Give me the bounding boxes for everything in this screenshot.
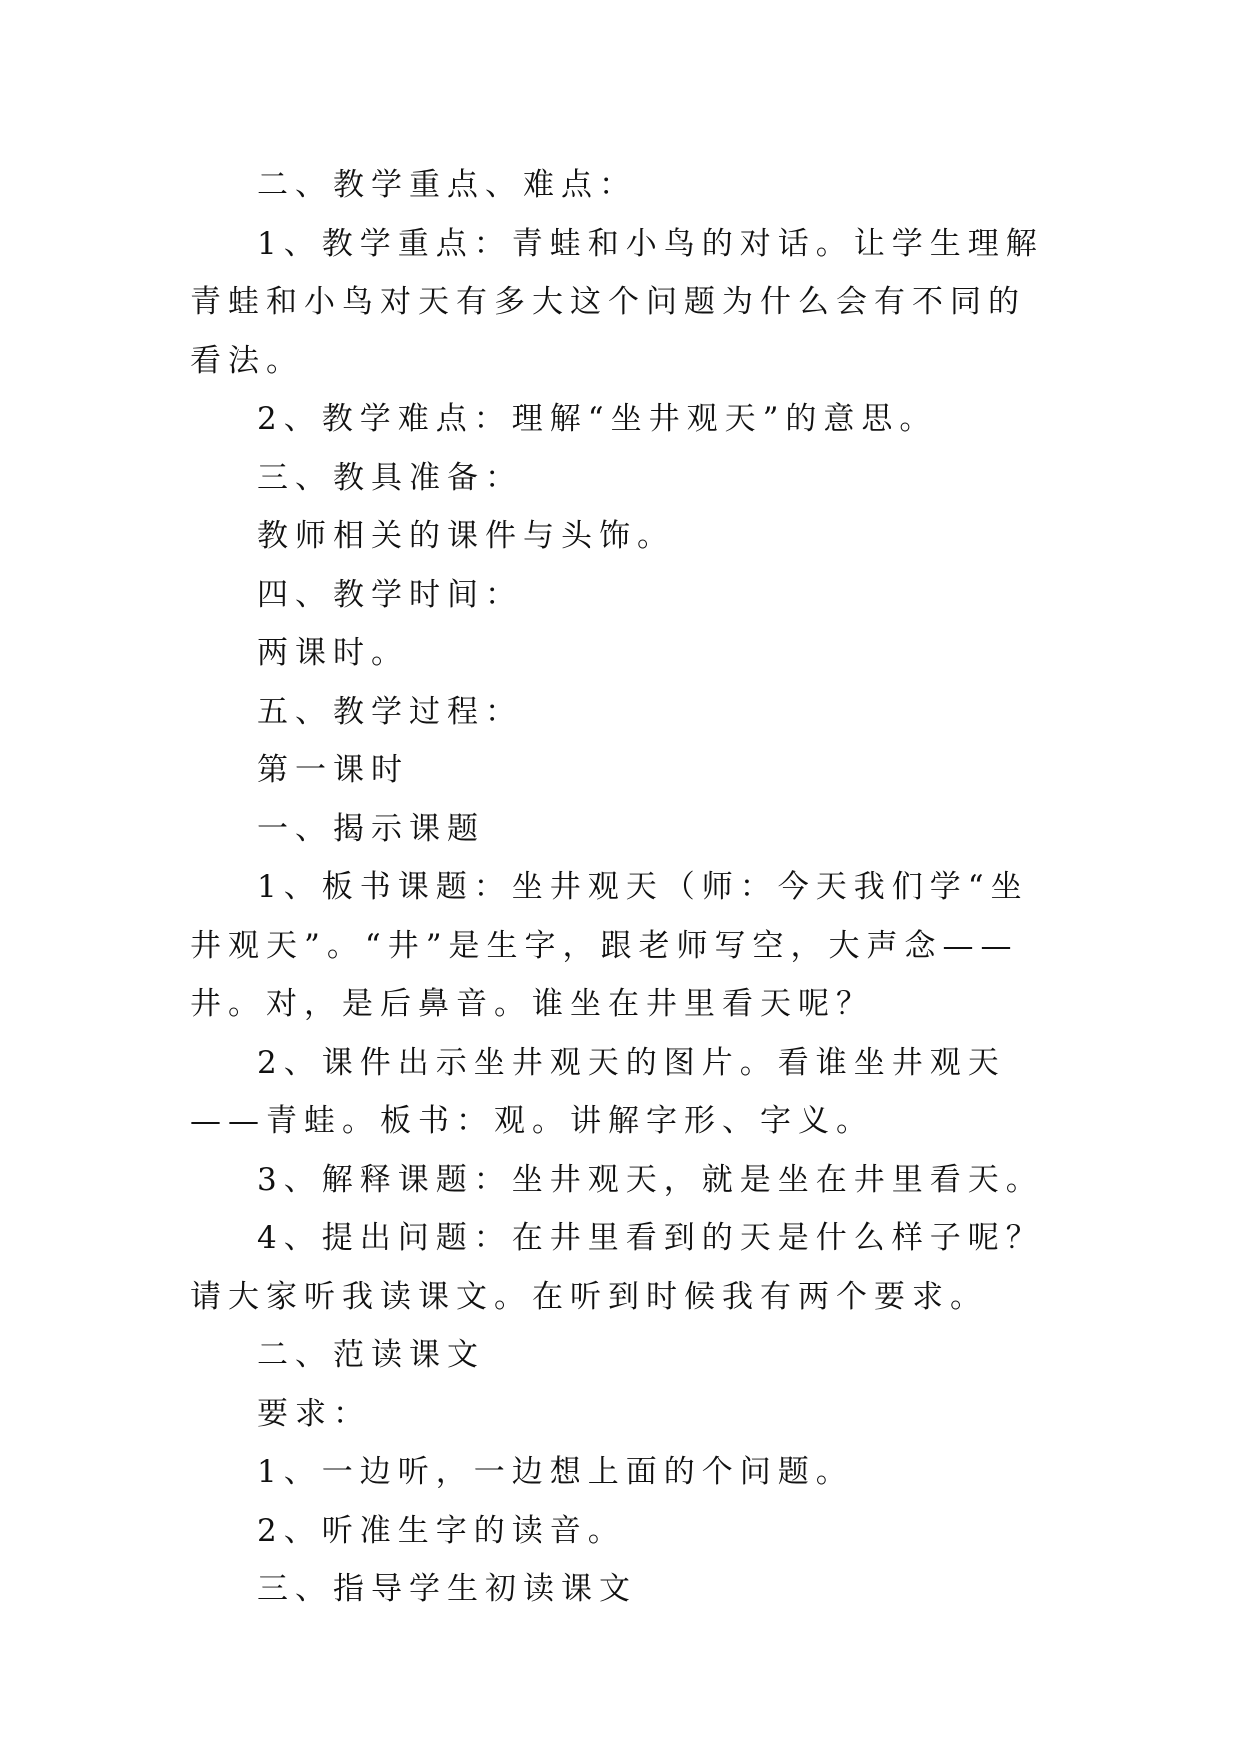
heading-teaching-aids: 三、教具准备： [257, 459, 523, 496]
paragraph-step-4: 4、提出问题：在井里看到的天是什么样子呢？请大家听我读课文。在听到时候我有两个要求。 [190, 1220, 1044, 1315]
heading-model-reading: 二、范读课文 [257, 1337, 485, 1373]
heading-key-points: 二、教学重点、难点： [257, 167, 637, 203]
heading-first-lesson: 第一课时 [257, 752, 409, 788]
heading-guided-reading: 三、指导学生初读课文 [257, 1571, 637, 1607]
heading-teaching-time: 四、教学时间： [257, 576, 523, 613]
paragraph-teaching-time: 两课时。 [257, 635, 409, 671]
heading-reveal-topic: 一、揭示课题 [257, 810, 485, 847]
paragraph-difficulty: 2、教学难点：理解“坐井观天”的意思。 [257, 401, 938, 437]
paragraph-step-3: 3、解释课题：坐井观天，就是坐在井里看天。 [257, 1161, 1044, 1198]
paragraph-requirement-2: 2、听准生字的读音。 [257, 1512, 626, 1549]
paragraph-step-1: 1、板书课题：坐井观天（师：今天我们学“坐井观天”。“井”是生字，跟老师写空，大声念——井。对，是后鼻音。谁坐在井里看天呢？ [190, 869, 1029, 1022]
paragraph-step-2: 2、课件出示坐井观天的图片。看谁坐井观天——青蛙。板书：观。讲解字形、字义。 [190, 1044, 1006, 1139]
paragraph-requirements: 要求： [257, 1395, 371, 1432]
document-body [190, 156, 1050, 1619]
paragraph-teaching-aids: 教师相关的课件与头饰。 [257, 518, 675, 554]
paragraph-requirement-1: 1、一边听，一边想上面的个问题。 [257, 1454, 854, 1490]
heading-teaching-process: 五、教学过程： [257, 693, 523, 730]
paragraph-key-point-1: 1、教学重点：青蛙和小鸟的对话。让学生理解青蛙和小鸟对天有多大这个问题为什么会有不同的看法。 [190, 225, 1044, 379]
